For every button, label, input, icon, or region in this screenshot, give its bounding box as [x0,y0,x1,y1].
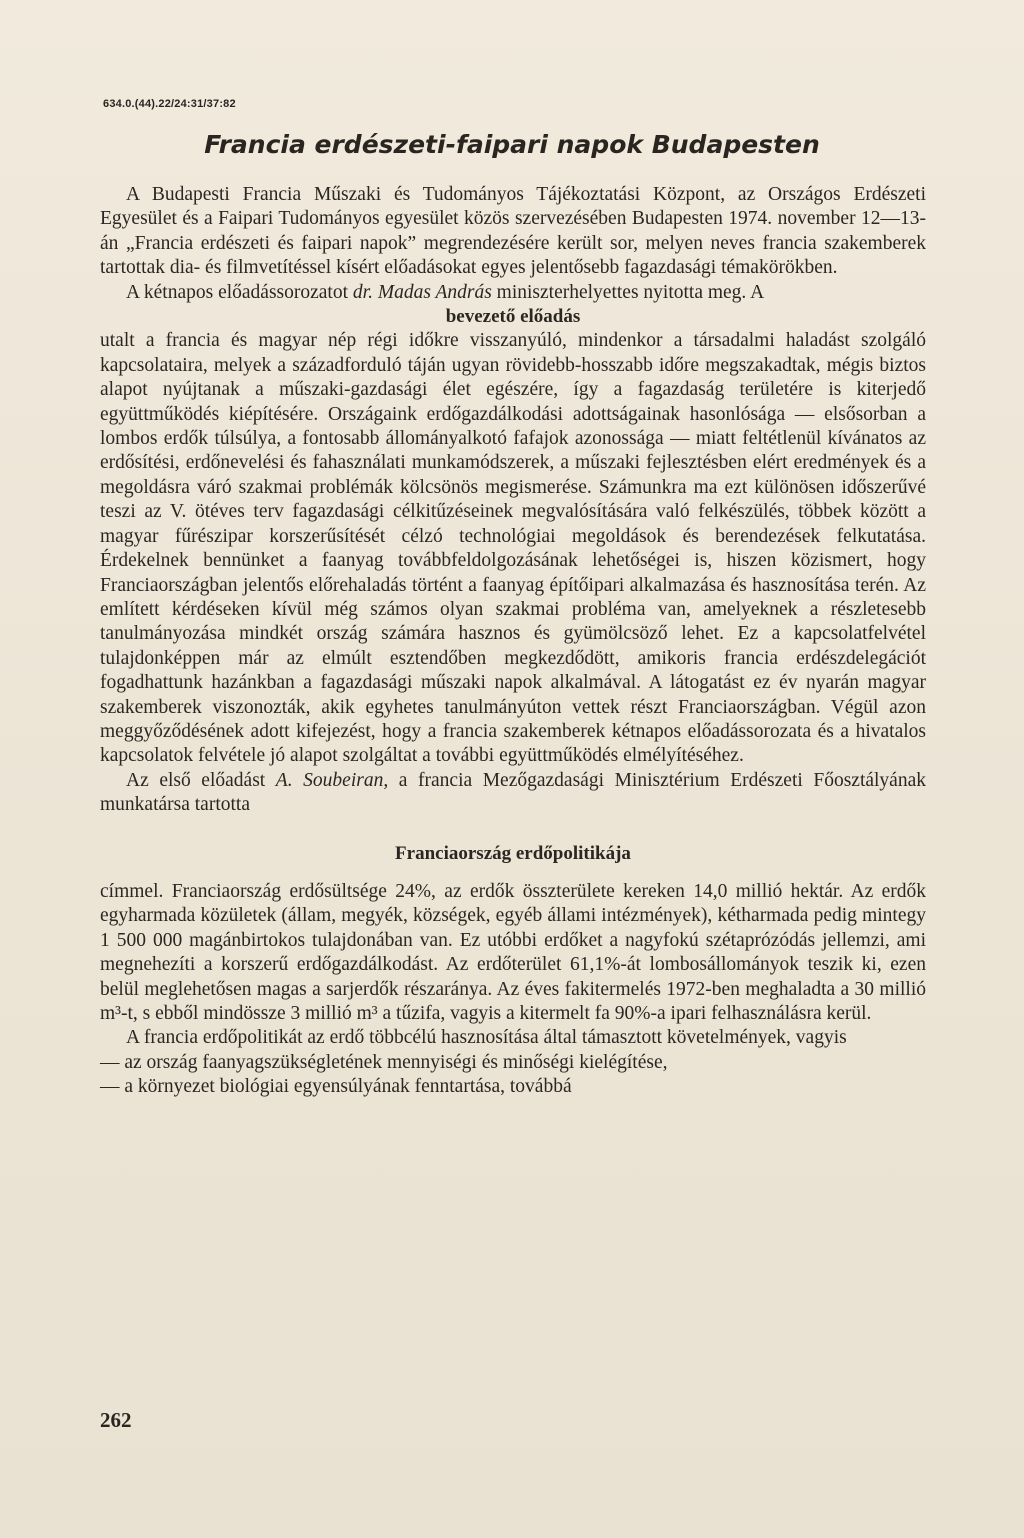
paragraph-forest-policy: A francia erdőpolitikát az erdő többcélú hasznosítása által támasztott követelmények, vagyis [126,1027,847,1049]
classification-code: 634.0.(44).22/24:31/37:82 [103,98,236,110]
list-item-environment: — a környezet biológiai egyensúlyának fenntartása, továbbá [100,1076,572,1098]
subheading-introductory-lecture: bevezető előadás [445,306,581,328]
article-title: Francia erdészeti-faipari napok Budapesten [204,130,820,159]
paragraph-first-lecture [100,769,926,818]
subheading-forest-policy: Franciaország erdőpolitikája [395,842,631,864]
paragraph-first-lecture-end: a francia Mezőgazdasági Minisztérium Erdészeti Főosztályának munkatársa tartotta [100,769,926,816]
paragraph-opening-end: miniszterhelyettes nyitotta meg. A [491,281,765,303]
speaker-name: dr. Madas András [352,281,492,303]
paragraph-opening [100,281,926,305]
paragraph-opening-start: A kétnapos előadássorozatot [126,281,353,303]
page-number: 262 [100,1408,132,1432]
paragraph-introductory-lecture: utalt a francia és magyar nép régi időkre visszanyúló, mindenkor a társadalmi haladást szolgáló kapcsolataira, melyek a századforduló táján ugyan rövidebb-hosszabb időre megszakadtak, mégis biztos alapot nyújtanak a műszaki-gazdasági élet egészére, így a fagazdaság területére is kiterjedő együttműködés kiépítésére. Országaink erdőgazdálkodási adottságainak hasonlósága — elsősorban a lombos erdők túlsúlya, a fontosabb állományalkotó fafajok azonossága — miatt feltétlenül kívánatos az erdősítési, erdőnevelési és fahasználati munkamódszerek, a műszaki fejlesztésben elért eredmények és a megoldásra váró szakmai problémák kölcsönös megismerése. Számunkra ma ezt különösen időszerűvé teszi az V. ötéves terv fagazdasági célkitűzéseinek megvalósítására való felkészülés, többek között a magyar fűrészipar korszerűsítését célzó technológiai megoldások és berendezések felkutatása. Érdekelnek bennünket a faanyag továbbfeldolgozásának lehetőségei is, hiszen közismert, hogy Franciaországban jelentős előrehaladás történt a faanyag építőipari alkalmazása és hasznosítása terén. Az említett kérdéseken kívül még számos olyan szakmai probléma van, amelyeknek a részletesebb tanulmányozása mindkét ország számára hasznos és gyümölcsöző lehet. Ez a kapcsolatfelvétel tulajdonképpen már az elmúlt esztendőben megkezdődött, amikoris francia erdészdelegációt fogadhattunk hazánkban a fagazdasági műszaki napok alkalmával. A látogatást ez év nyarán magyar szakemberek viszonozták, akik egyhetes tanulmányúton vettek részt Franciaországban. Végül azon meggyőződésének adott kifejezést, hogy a francia szakemberek kétnapos előadássorozata és a hivatalos kapcsolatok felvétele jó alapot szolgáltat a további együttműködés elmélyítéséhez. [100,330,926,767]
paragraph-intro: A Budapesti Francia Műszaki és Tudományos Tájékoztatási Központ, az Országos Erdészeti Egyesület és a Faipari Tudományos egyesület közös szervezésében Budapesten 1974. november 12—13-án „Francia erdészeti és faipari napok” megrendezésére került sor, melyen neves francia szakemberek tartottak dia- és filmvetítéssel kísért előadásokat egyes jelentősebb fagazdasági témakörökben. [100,184,926,279]
list-item-timber-demand: — az ország faanyagszükségletének mennyiségi és minőségi kielégítése, [100,1051,668,1073]
article-body [100,183,926,1100]
paragraph-forest-statistics: címmel. Franciaország erdősültsége 24%, az erdők összterülete kereken 14,0 millió hektár. Az erdők egyharmada közületek (állam, megyék, községek, egyéb állami intézmények), kétharmada pedig mintegy 1 500 000 magánbirtokos tulajdonában van. Ez utóbbi erdőket a nagyfokú szétaprózódás jellemzi, ami megnehezíti a korszerű erdőgazdálkodást. Az erdőterület 61,1%-át lombosállományok teszik ki, ezen belül meglehetősen magas a sarjerdők részaránya. Az éves fakitermelés 1972-ben meghaladta a 30 millió m³-t, s ebből mindössze 3 millió m³ a tűzifa, vagyis a kitermelt fa 90%-a ipari felhasználásra kerül. [100,880,926,1024]
paragraph-first-lecture-start: Az első előadást [126,769,276,791]
lecturer-name: A. Soubeiran, [275,769,389,791]
